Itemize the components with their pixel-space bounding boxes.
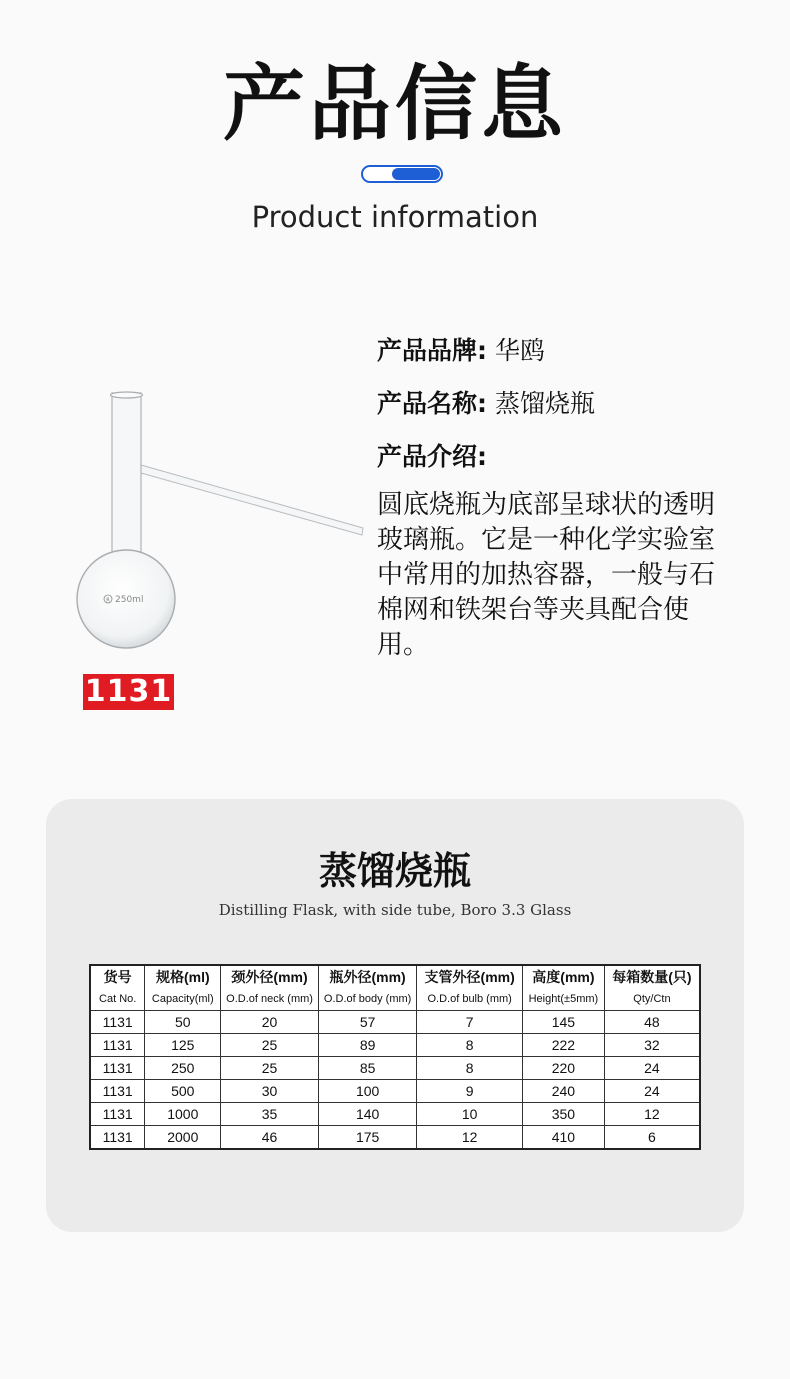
flask-capacity-label: 250ml [115, 595, 144, 605]
table-cell: 1000 [145, 1103, 221, 1126]
name-key: 产品名称: [377, 389, 487, 418]
table-cell: 1131 [90, 1103, 145, 1126]
brand-value: 华鸥 [494, 336, 545, 365]
table-cell: 9 [417, 1080, 523, 1103]
table-cell: 12 [604, 1103, 700, 1126]
brand-row [377, 334, 727, 368]
table-cell: 89 [318, 1034, 417, 1057]
table-cell: 1131 [90, 1011, 145, 1034]
table-cell: 410 [522, 1126, 604, 1150]
table-cell: 250 [145, 1057, 221, 1080]
column-header-en: O.D.of body (mm) [318, 988, 417, 1011]
table-cell: 222 [522, 1034, 604, 1057]
page-subtitle: Product information [251, 200, 539, 234]
toggle-knob [392, 168, 440, 180]
table-cell: 24 [604, 1057, 700, 1080]
table-cell: 1131 [90, 1080, 145, 1103]
table-cell: 25 [221, 1034, 319, 1057]
spec-card-subtitle: Distilling Flask, with side tube, Boro 3.3 Glass [218, 901, 572, 919]
page-title: 产品信息 [222, 57, 567, 152]
table-cell: 100 [318, 1080, 417, 1103]
table-cell: 2000 [145, 1126, 221, 1150]
product-description: 圆底烧瓶为底部呈球状的透明玻璃瓶。它是一种化学实验室中常用的加热容器，一般与石棉网和铁架台等夹具配合使用。 [377, 490, 716, 660]
table-body [90, 1011, 700, 1150]
column-header-en: Capacity(ml) [145, 988, 221, 1011]
table-cell: 57 [318, 1011, 417, 1034]
flask-logo: R [106, 597, 110, 604]
spec-card-title: 蒸馏烧瓶 [318, 849, 471, 893]
table-cell: 25 [221, 1057, 319, 1080]
name-value: 蒸馏烧瓶 [494, 389, 595, 418]
column-header-cn: 支管外径(mm) [417, 965, 523, 988]
column-header-en: Qty/Ctn [604, 988, 700, 1011]
table-cell: 1131 [90, 1034, 145, 1057]
column-header-cn: 每箱数量(只) [604, 965, 700, 988]
column-header-en: Cat No. [90, 988, 145, 1011]
table-row [90, 1126, 700, 1150]
table-cell: 6 [604, 1126, 700, 1150]
table-cell: 145 [522, 1011, 604, 1034]
table-cell: 50 [145, 1011, 221, 1034]
table-cell: 30 [221, 1080, 319, 1103]
table-cell: 24 [604, 1080, 700, 1103]
table-cell: 500 [145, 1080, 221, 1103]
intro-row [377, 440, 727, 474]
column-header-cn: 高度(mm) [522, 965, 604, 988]
table-cell: 32 [604, 1034, 700, 1057]
column-header-cn: 瓶外径(mm) [318, 965, 417, 988]
spec-table [89, 964, 701, 1150]
table-cell: 85 [318, 1057, 417, 1080]
decorative-toggle-divider [361, 165, 443, 183]
table-row [90, 1057, 700, 1080]
table-cell: 1131 [90, 1057, 145, 1080]
intro-key: 产品介绍: [377, 442, 487, 471]
table-row [90, 1011, 700, 1034]
table-cell: 125 [145, 1034, 221, 1057]
table-row [90, 1103, 700, 1126]
name-row [377, 387, 727, 421]
table-row [90, 1034, 700, 1057]
table-header-cn [90, 965, 700, 988]
brand-key: 产品品牌: [377, 336, 487, 365]
table-cell: 1131 [90, 1126, 145, 1150]
table-cell: 12 [417, 1126, 523, 1150]
distilling-flask-image [68, 385, 368, 655]
table-cell: 46 [221, 1126, 319, 1150]
column-header-cn: 货号 [90, 965, 145, 988]
column-header-en: O.D.of neck (mm) [221, 988, 319, 1011]
column-header-en: Height(±5mm) [522, 988, 604, 1011]
table-header-en [90, 988, 700, 1011]
product-info [377, 334, 727, 493]
table-cell: 48 [604, 1011, 700, 1034]
table-row [90, 1080, 700, 1103]
table-cell: 220 [522, 1057, 604, 1080]
column-header-en: O.D.of bulb (mm) [417, 988, 523, 1011]
table-cell: 350 [522, 1103, 604, 1126]
cat-number-badge: 1131 [84, 674, 173, 709]
table-cell: 8 [417, 1057, 523, 1080]
table-cell: 140 [318, 1103, 417, 1126]
column-header-cn: 规格(ml) [145, 965, 221, 988]
table-cell: 175 [318, 1126, 417, 1150]
table-cell: 10 [417, 1103, 523, 1126]
table-cell: 7 [417, 1011, 523, 1034]
table-cell: 240 [522, 1080, 604, 1103]
table-cell: 20 [221, 1011, 319, 1034]
column-header-cn: 颈外径(mm) [221, 965, 319, 988]
table-cell: 35 [221, 1103, 319, 1126]
table-cell: 8 [417, 1034, 523, 1057]
